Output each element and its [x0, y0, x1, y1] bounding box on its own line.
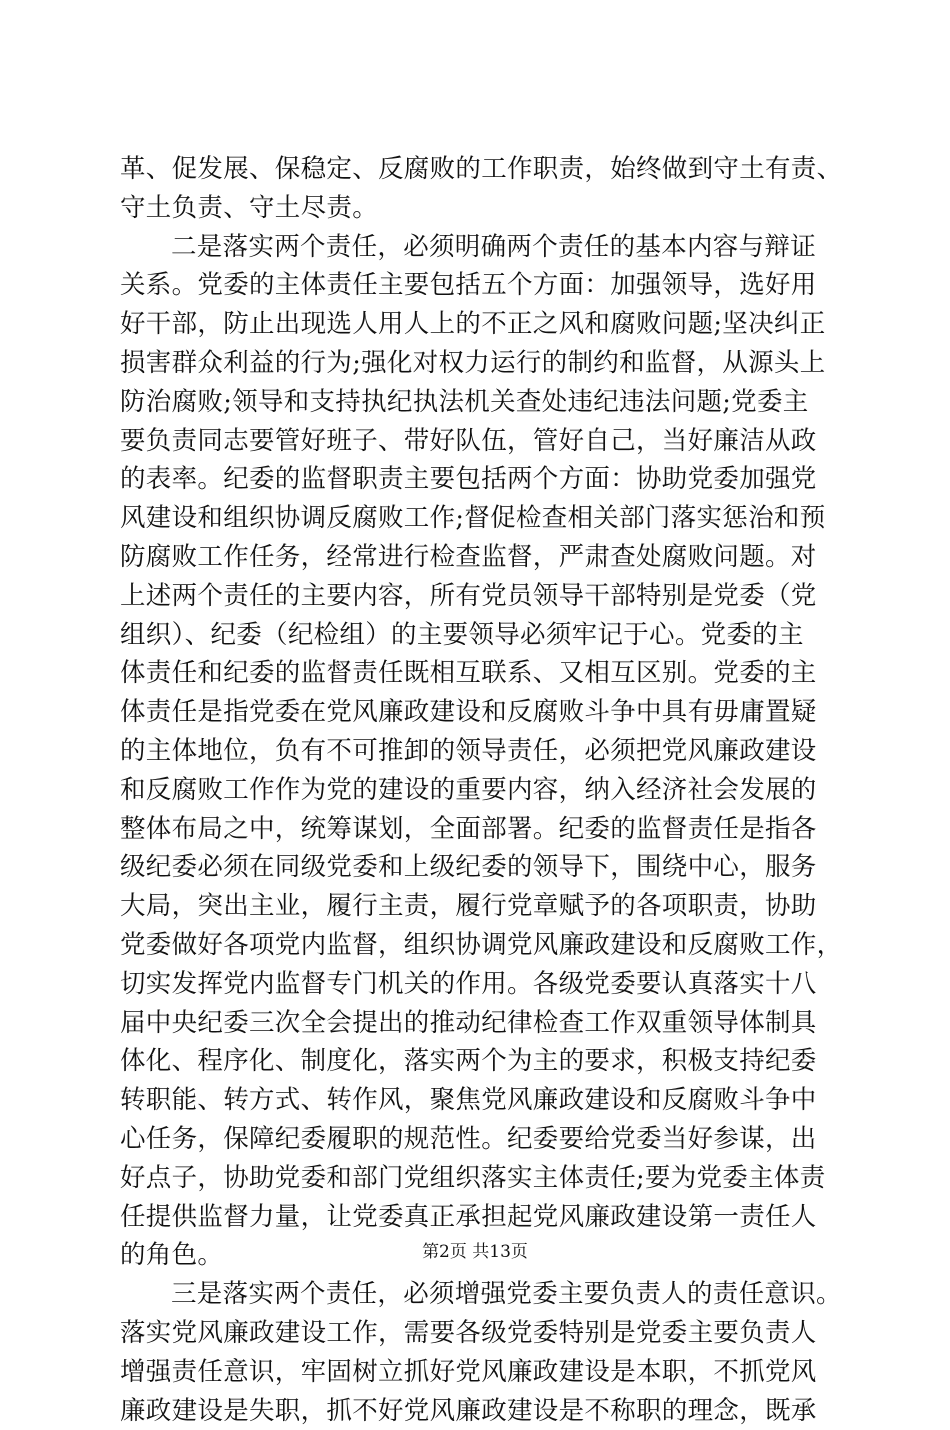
text-line: 防治腐败;领导和支持执纪执法机关查处违纪违法问题;党委主: [120, 383, 840, 422]
text-line: 的表率。纪委的监督职责主要包括两个方面：协助党委加强党: [120, 460, 840, 499]
text-line: 心任务，保障纪委履职的规范性。纪委要给党委当好参谋，出: [120, 1120, 840, 1159]
text-line: 级纪委必须在同级党委和上级纪委的领导下，围绕中心，服务: [120, 848, 840, 887]
text-line: 的主体地位，负有不可推卸的领导责任，必须把党风廉政建设: [120, 732, 840, 771]
text-line: 切实发挥党内监督专门机关的作用。各级党委要认真落实十八: [120, 965, 840, 1004]
text-line: 体化、程序化、制度化，落实两个为主的要求，积极支持纪委: [120, 1042, 840, 1081]
text-line: 党委做好各项党内监督，组织协调党风廉政建设和反腐败工作，: [120, 926, 840, 965]
text-line: 转职能、转方式、转作风，聚焦党风廉政建设和反腐败斗争中: [120, 1081, 840, 1120]
text-line: 届中央纪委三次全会提出的推动纪律检查工作双重领导体制具: [120, 1004, 840, 1043]
text-line: 廉政建设是失职，抓不好党风廉政建设是不称职的理念，既承: [120, 1392, 840, 1430]
text-line: 好干部，防止出现选人用人上的不正之风和腐败问题;坚决纠正: [120, 305, 840, 344]
text-line: 整体布局之中，统筹谋划，全面部署。纪委的监督责任是指各: [120, 810, 840, 849]
text-line: 增强责任意识，牢固树立抓好党风廉政建设是本职，不抓党风: [120, 1353, 840, 1392]
text-line: 革、促发展、保稳定、反腐败的工作职责，始终做到守土有责、: [120, 150, 840, 189]
text-line: 体责任和纪委的监督责任既相互联系、又相互区别。党委的主: [120, 654, 840, 693]
text-line: 的角色。: [120, 1236, 840, 1275]
text-line: 二是落实两个责任，必须明确两个责任的基本内容与辩证: [120, 228, 840, 267]
text-line: 好点子，协助党委和部门党组织落实主体责任;要为党委主体责: [120, 1159, 840, 1198]
text-line: 防腐败工作任务，经常进行检查监督，严肃查处腐败问题。对: [120, 538, 840, 577]
text-line: 要负责同志要管好班子、带好队伍，管好自己，当好廉洁从政: [120, 422, 840, 461]
text-line: 体责任是指党委在党风廉政建设和反腐败斗争中具有毋庸置疑: [120, 693, 840, 732]
text-line: 任提供监督力量，让党委真正承担起党风廉政建设第一责任人: [120, 1198, 840, 1237]
text-line: 组织）、纪委（纪检组）的主要领导必须牢记于心。党委的主: [120, 616, 840, 655]
text-line: 上述两个责任的主要内容，所有党员领导干部特别是党委（党: [120, 577, 840, 616]
text-line: 风建设和组织协调反腐败工作;督促检查相关部门落实惩治和预: [120, 499, 840, 538]
text-line: 落实党风廉政建设工作，需要各级党委特别是党委主要负责人: [120, 1314, 840, 1353]
text-line: 三是落实两个责任，必须增强党委主要负责人的责任意识。: [120, 1275, 840, 1314]
document-body: [120, 150, 840, 1430]
text-line: 和反腐败工作作为党的建设的重要内容，纳入经济社会发展的: [120, 771, 840, 810]
text-line: 损害群众利益的行为;强化对权力运行的制约和监督，从源头上: [120, 344, 840, 383]
text-line: 守土负责、守土尽责。: [120, 189, 840, 228]
text-line: 关系。党委的主体责任主要包括五个方面：加强领导，选好用: [120, 266, 840, 305]
text-line: 大局，突出主业，履行主责，履行党章赋予的各项职责，协助: [120, 887, 840, 926]
page-footer: 第2页 共13页: [0, 1240, 950, 1264]
